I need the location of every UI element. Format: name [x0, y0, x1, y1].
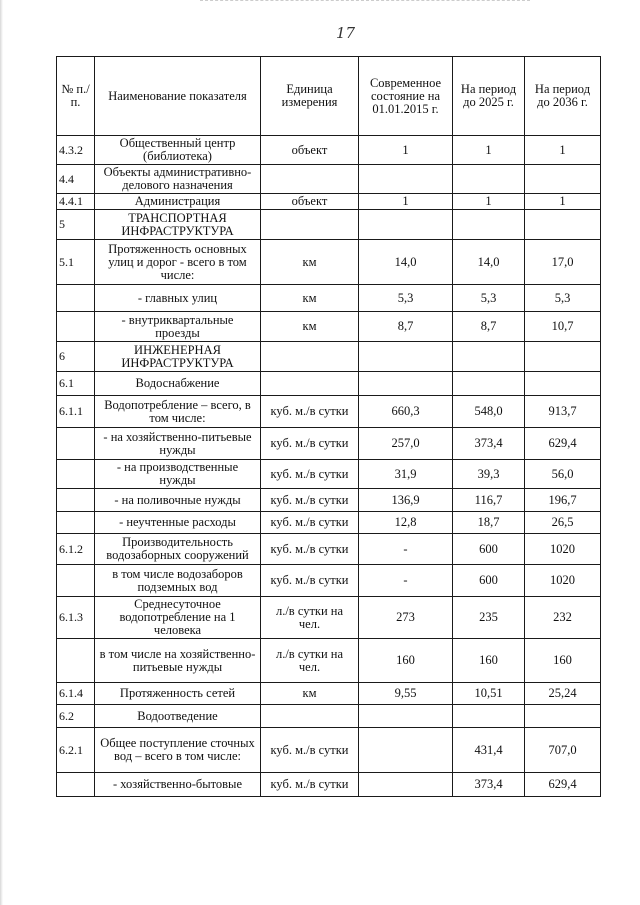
cell-2036: 17,0 [525, 240, 601, 285]
cell-current: 8,7 [359, 312, 453, 342]
cell-num: 4.4.1 [57, 194, 95, 210]
cell-2036: 629,4 [525, 773, 601, 797]
cell-unit [261, 210, 359, 240]
cell-current: 5,3 [359, 285, 453, 312]
cell-2036: 196,7 [525, 489, 601, 512]
cell-current: 1 [359, 136, 453, 165]
cell-unit: куб. м./в сутки [261, 460, 359, 489]
cell-2036: 1020 [525, 565, 601, 597]
cell-name: Администрация [95, 194, 261, 210]
cell-current: 660,3 [359, 396, 453, 428]
cell-2036: 707,0 [525, 728, 601, 773]
cell-num [57, 312, 95, 342]
table-row [57, 460, 601, 489]
cell-2036: 913,7 [525, 396, 601, 428]
cell-num [57, 639, 95, 683]
cell-current: 136,9 [359, 489, 453, 512]
header-unit: Единица измерения [261, 57, 359, 136]
cell-num: 6.2 [57, 705, 95, 728]
cell-unit [261, 165, 359, 194]
cell-current [359, 165, 453, 194]
cell-unit: объект [261, 136, 359, 165]
cell-2036 [525, 372, 601, 396]
cell-unit: л./в сутки на чел. [261, 597, 359, 639]
cell-num [57, 512, 95, 534]
cell-2025: 1 [453, 136, 525, 165]
cell-current [359, 342, 453, 372]
cell-2025: 1 [453, 194, 525, 210]
table-row [57, 240, 601, 285]
cell-2025: 235 [453, 597, 525, 639]
cell-name: Объекты административно-делового назначения [95, 165, 261, 194]
cell-name: Производительность водозаборных сооружений [95, 534, 261, 565]
cell-2025: 5,3 [453, 285, 525, 312]
cell-2036: 629,4 [525, 428, 601, 460]
cell-num [57, 285, 95, 312]
cell-num: 4.4 [57, 165, 95, 194]
cell-unit: км [261, 683, 359, 705]
scan-top-artifact [200, 0, 530, 2]
cell-unit: куб. м./в сутки [261, 565, 359, 597]
cell-name: - главных улиц [95, 285, 261, 312]
cell-name: - неучтенные расходы [95, 512, 261, 534]
table-row [57, 639, 601, 683]
cell-num [57, 565, 95, 597]
cell-name: Протяженность сетей [95, 683, 261, 705]
cell-unit: км [261, 312, 359, 342]
cell-name: Среднесуточное водопотребление на 1 человека [95, 597, 261, 639]
cell-2025: 431,4 [453, 728, 525, 773]
table-row [57, 489, 601, 512]
cell-num [57, 428, 95, 460]
cell-current: 12,8 [359, 512, 453, 534]
cell-current: - [359, 534, 453, 565]
table-row [57, 565, 601, 597]
cell-2036: 1 [525, 136, 601, 165]
table-row [57, 597, 601, 639]
table-row [57, 428, 601, 460]
table-row [57, 312, 601, 342]
cell-current [359, 705, 453, 728]
cell-num: 6 [57, 342, 95, 372]
cell-2025: 600 [453, 534, 525, 565]
cell-num: 4.3.2 [57, 136, 95, 165]
cell-num [57, 460, 95, 489]
cell-2025: 14,0 [453, 240, 525, 285]
cell-2036: 1 [525, 194, 601, 210]
cell-2036 [525, 342, 601, 372]
cell-num: 5 [57, 210, 95, 240]
cell-num: 6.1.3 [57, 597, 95, 639]
cell-num: 6.2.1 [57, 728, 95, 773]
cell-unit: км [261, 240, 359, 285]
cell-2025: 160 [453, 639, 525, 683]
cell-2025 [453, 210, 525, 240]
table-header-row [57, 57, 601, 136]
table-row [57, 512, 601, 534]
cell-name: в том числе водозаборов подземных вод [95, 565, 261, 597]
cell-unit: куб. м./в сутки [261, 773, 359, 797]
cell-current: 160 [359, 639, 453, 683]
cell-num: 5.1 [57, 240, 95, 285]
cell-current: - [359, 565, 453, 597]
table-row [57, 165, 601, 194]
cell-unit: куб. м./в сутки [261, 728, 359, 773]
cell-unit: куб. м./в сутки [261, 428, 359, 460]
cell-unit: куб. м./в сутки [261, 534, 359, 565]
cell-2036: 232 [525, 597, 601, 639]
table-row [57, 534, 601, 565]
cell-2036: 1020 [525, 534, 601, 565]
cell-current: 273 [359, 597, 453, 639]
cell-name: Общее поступление сточных вод – всего в том числе: [95, 728, 261, 773]
cell-current: 31,9 [359, 460, 453, 489]
header-current: Современное состояние на 01.01.2015 г. [359, 57, 453, 136]
table-row [57, 372, 601, 396]
cell-name: - на производственные нужды [95, 460, 261, 489]
scan-edge-shadow [0, 0, 3, 905]
table-row [57, 136, 601, 165]
cell-2025 [453, 372, 525, 396]
cell-unit: л./в сутки на чел. [261, 639, 359, 683]
cell-2025: 8,7 [453, 312, 525, 342]
cell-name: ИНЖЕНЕРНАЯ ИНФРАСТРУКТУРА [95, 342, 261, 372]
cell-num: 6.1.1 [57, 396, 95, 428]
cell-current: 1 [359, 194, 453, 210]
cell-num: 6.1.4 [57, 683, 95, 705]
table-row [57, 342, 601, 372]
cell-current [359, 773, 453, 797]
cell-name: - на хозяйственно-питьевые нужды [95, 428, 261, 460]
indicators-table [56, 56, 601, 797]
cell-2025: 39,3 [453, 460, 525, 489]
cell-name: Общественный центр (библиотека) [95, 136, 261, 165]
table-row [57, 396, 601, 428]
table-row [57, 773, 601, 797]
cell-num [57, 489, 95, 512]
table-row [57, 705, 601, 728]
cell-unit: куб. м./в сутки [261, 489, 359, 512]
cell-current [359, 210, 453, 240]
cell-2036: 56,0 [525, 460, 601, 489]
cell-2036 [525, 705, 601, 728]
header-name: Наименование показателя [95, 57, 261, 136]
cell-2036: 10,7 [525, 312, 601, 342]
cell-2036: 5,3 [525, 285, 601, 312]
cell-current: 14,0 [359, 240, 453, 285]
cell-2025: 10,51 [453, 683, 525, 705]
table-row [57, 728, 601, 773]
cell-num [57, 773, 95, 797]
cell-name: в том числе на хозяйственно-питьевые нужды [95, 639, 261, 683]
cell-2025 [453, 705, 525, 728]
cell-2025: 373,4 [453, 773, 525, 797]
cell-current: 257,0 [359, 428, 453, 460]
cell-2036: 160 [525, 639, 601, 683]
cell-current [359, 372, 453, 396]
cell-2036 [525, 165, 601, 194]
cell-2036: 25,24 [525, 683, 601, 705]
cell-name: - хозяйственно-бытовые [95, 773, 261, 797]
cell-num: 6.1.2 [57, 534, 95, 565]
cell-2025: 548,0 [453, 396, 525, 428]
cell-current: 9,55 [359, 683, 453, 705]
table-row [57, 210, 601, 240]
cell-name: Водоотведение [95, 705, 261, 728]
header-2036: На период до 2036 г. [525, 57, 601, 136]
cell-name: - внутриквартальные проезды [95, 312, 261, 342]
header-2025: На период до 2025 г. [453, 57, 525, 136]
cell-2036 [525, 210, 601, 240]
cell-unit: объект [261, 194, 359, 210]
cell-2036: 26,5 [525, 512, 601, 534]
cell-current [359, 728, 453, 773]
cell-2025 [453, 165, 525, 194]
cell-2025: 373,4 [453, 428, 525, 460]
cell-num: 6.1 [57, 372, 95, 396]
table-row [57, 194, 601, 210]
cell-name: Водоснабжение [95, 372, 261, 396]
cell-name: ТРАНСПОРТНАЯ ИНФРАСТРУКТУРА [95, 210, 261, 240]
cell-name: Водопотребление – всего, в том числе: [95, 396, 261, 428]
cell-unit [261, 342, 359, 372]
page-number: 17 [336, 24, 356, 42]
cell-2025: 600 [453, 565, 525, 597]
cell-unit: км [261, 285, 359, 312]
cell-unit [261, 705, 359, 728]
cell-name: - на поливочные нужды [95, 489, 261, 512]
header-num: № п./п. [57, 57, 95, 136]
cell-name: Протяженность основных улиц и дорог - всего в том числе: [95, 240, 261, 285]
cell-2025 [453, 342, 525, 372]
cell-2025: 18,7 [453, 512, 525, 534]
table-row [57, 285, 601, 312]
cell-unit [261, 372, 359, 396]
table-row [57, 683, 601, 705]
cell-2025: 116,7 [453, 489, 525, 512]
cell-unit: куб. м./в сутки [261, 396, 359, 428]
cell-unit: куб. м./в сутки [261, 512, 359, 534]
